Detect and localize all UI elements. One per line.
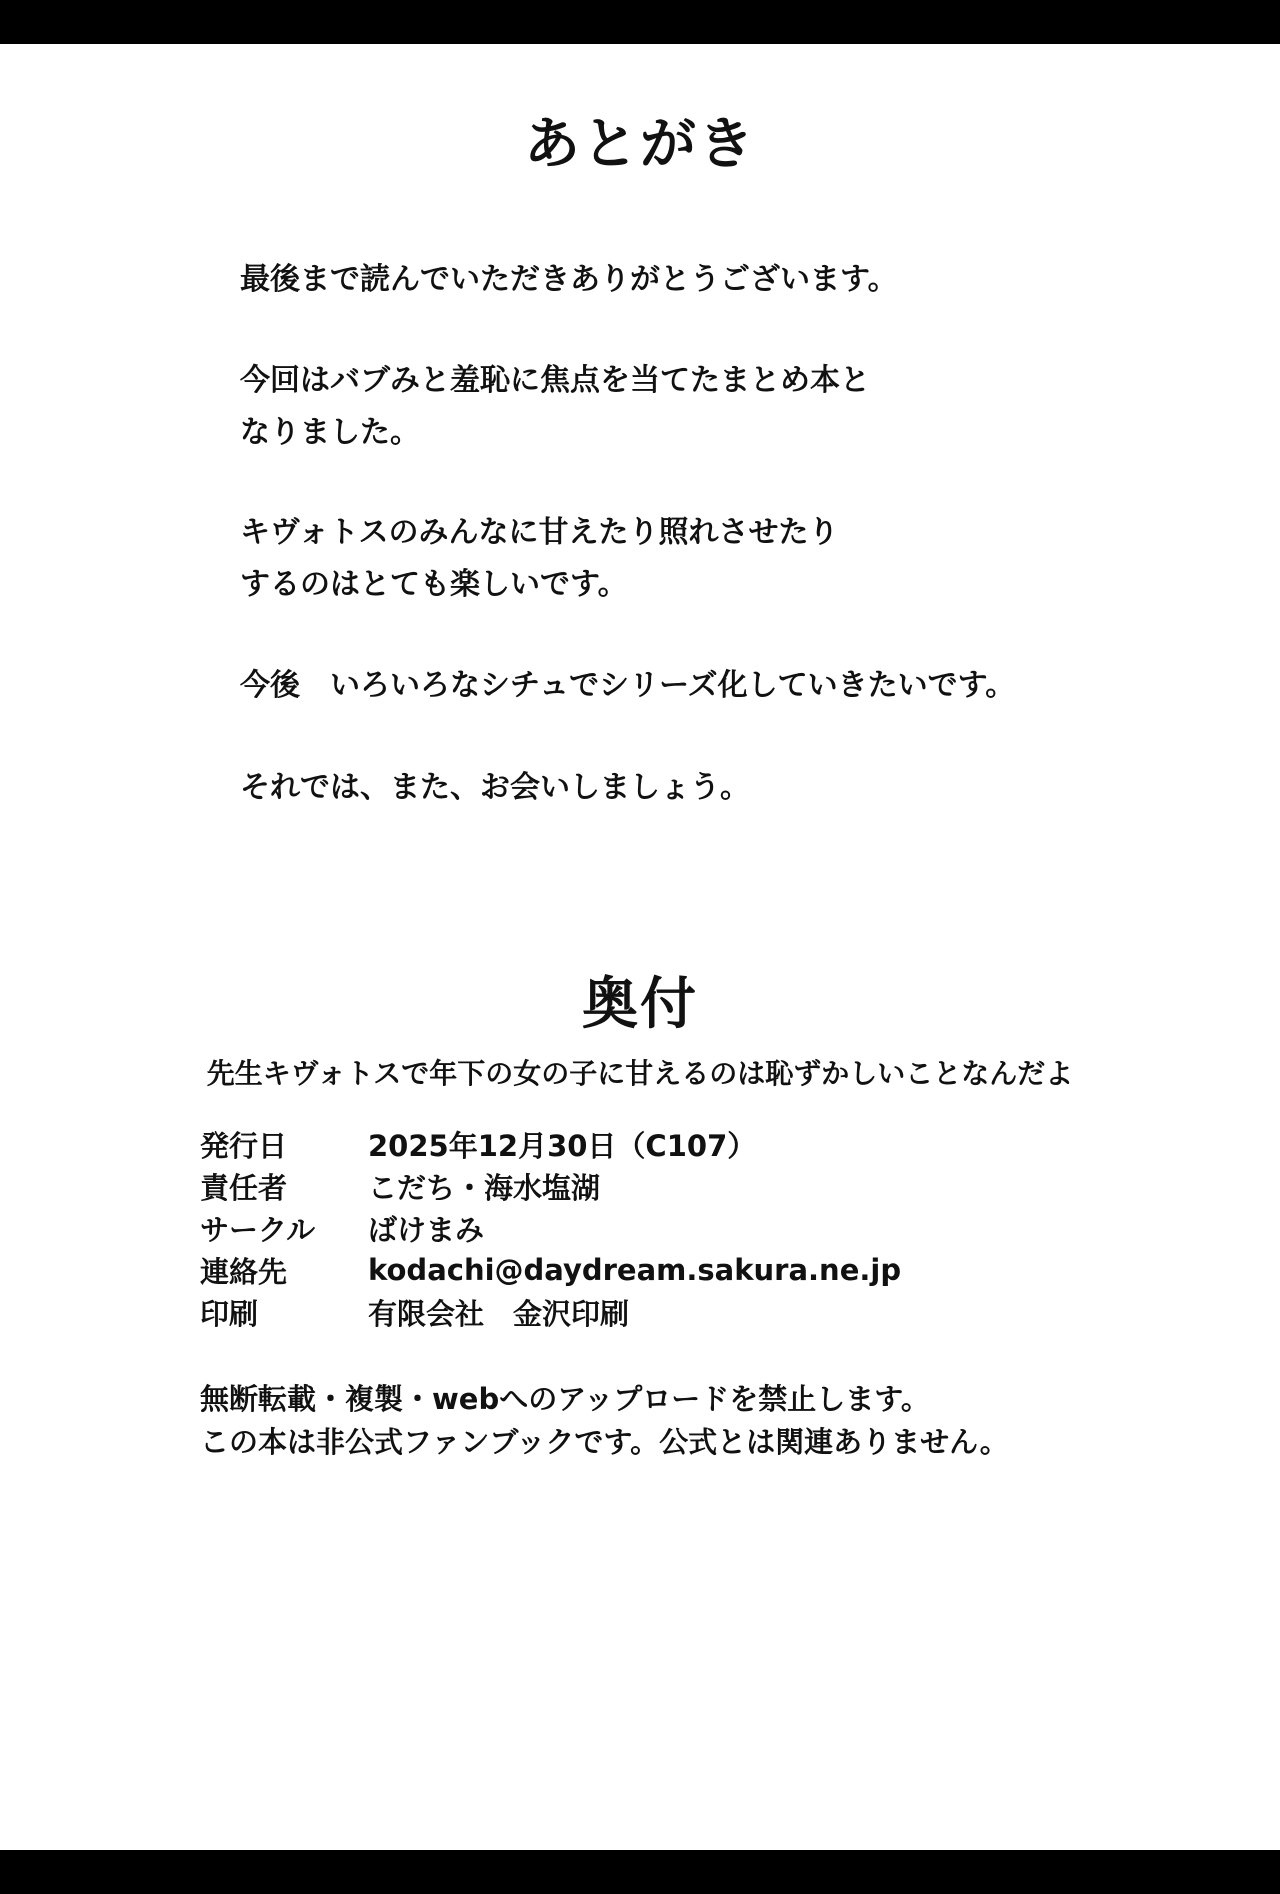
paragraph-line: なりました。 [240,415,420,450]
notices [200,1378,1009,1464]
bottom-black-bar [0,1850,1280,1894]
paragraph-line: 今後 いろいろなシチュでシリーズ化していきたいです。 [240,668,1016,703]
info-row-printing [200,1291,901,1333]
info-row-publish-date [200,1123,901,1165]
notice-line: 無断転載・複製・webへのアップロードを禁止します。 [200,1382,930,1416]
info-label: 連絡先 [200,1254,288,1289]
colophon-info-table [200,1123,901,1333]
info-value: こだち・海水塩湖 [368,1170,601,1205]
afterword-title: あとがき [524,112,756,177]
afterword-paragraph [240,254,1200,306]
colophon-title: 奥付 [582,972,698,1037]
info-row-circle [200,1207,901,1249]
paragraph-line: 今回はバブみと羞恥に焦点を当てたまとめ本と [240,363,870,398]
notice-line: この本は非公式ファンブックです。公式とは関連ありません。 [200,1425,1009,1459]
info-label: サークル [200,1212,316,1247]
info-row-responsible [200,1165,901,1207]
info-value: 有限会社 金沢印刷 [368,1296,630,1331]
paragraph-line: 最後まで読んでいただきありがとうございます。 [240,262,898,297]
afterword-paragraph [240,355,1200,459]
afterword-paragraph [240,507,1200,611]
info-value: 2025年12月30日（C107） [368,1128,757,1163]
afterword-paragraph [240,660,1200,712]
info-value: ばけまみ [368,1212,485,1247]
paragraph-line: キヴォトスのみんなに甘えたり照れさせたり [240,515,839,550]
top-black-bar [0,0,1280,44]
info-label: 印刷 [200,1296,259,1331]
info-value: kodachi@daydream.sakura.ne.jp [368,1253,902,1287]
afterword-paragraph [240,762,1200,814]
info-row-contact [200,1249,901,1291]
book-title: 先生キヴォトスで年下の女の子に甘えるのは恥ずかしいことなんだよ [206,1057,1074,1090]
paragraph-line: それでは、また、お会いしましょう。 [240,770,750,805]
info-label: 責任者 [200,1170,288,1205]
paragraph-line: するのはとても楽しいです。 [240,567,628,602]
info-label: 発行日 [200,1128,288,1163]
